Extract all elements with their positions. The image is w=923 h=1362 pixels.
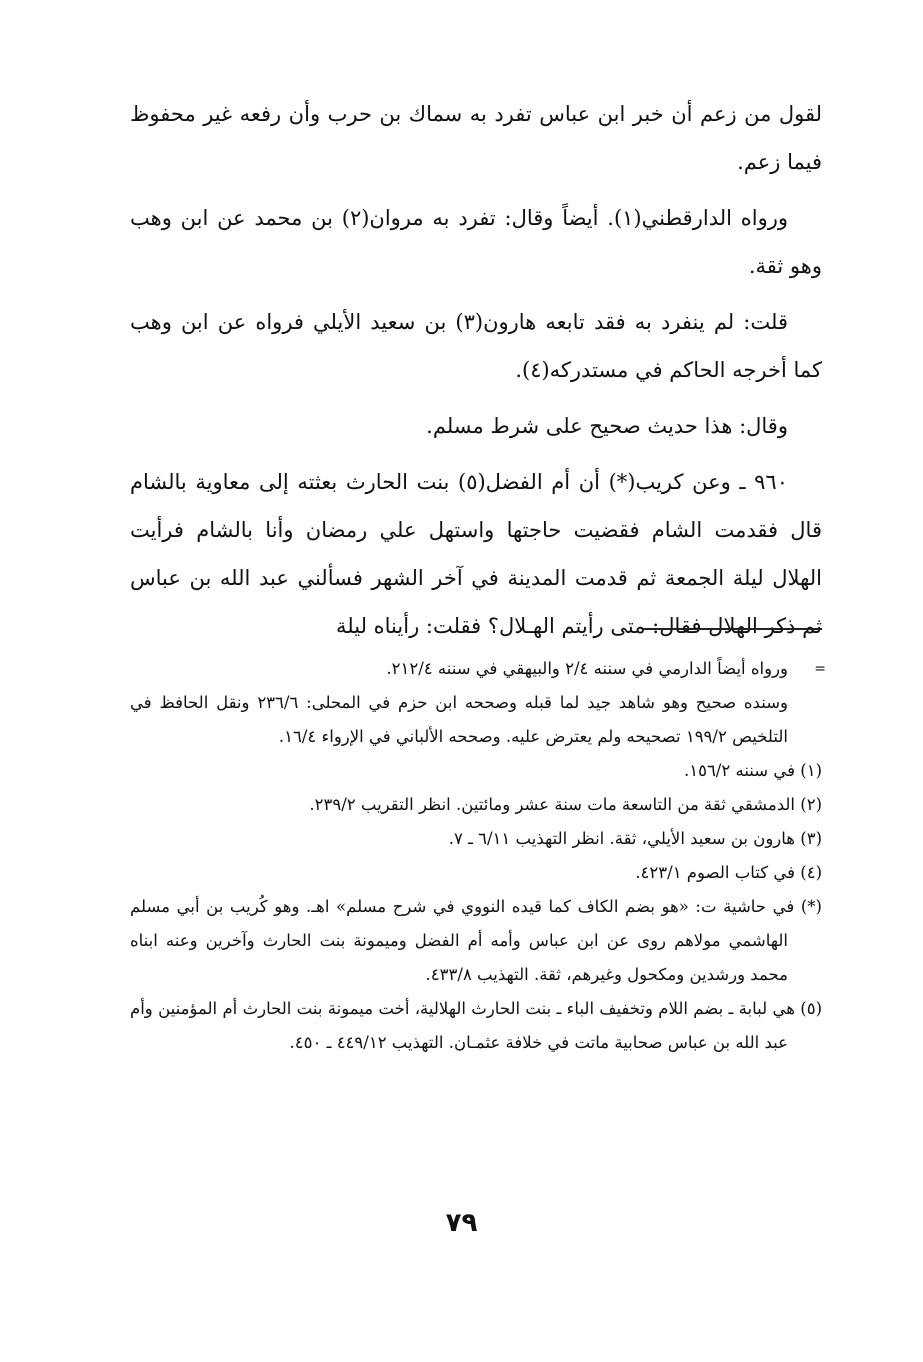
footnote-4: (٤) في كتاب الصوم ٤٢٣/١. (635, 863, 822, 882)
footnote-5: (٥) هي لبابة ـ بضم اللام وتخفيف الباء ـ بنت الحارث الهلالية، أخت ميمونة بنت الحارث أم المؤمنين وأم عبد الله بن عباس صحابية ماتت في خلافة عثمـان. التهذيب ٤٤٩/١٢ ـ ٤٥٠. (130, 999, 822, 1052)
page-number: ٧٩ (445, 1208, 478, 1238)
footnote-star: (*) في حاشية ت: «هو بضم الكاف كما قيده النووي في شرح مسلم» اهـ. وهو كُريب بن أبي مسلم الهاشمي مولاهم روى عن ابن عباس وأمه أم الفضل وميمونة بنت الحارث وآخرين وعنه ابناه محمد ورشدين ومكحول وغيرهم، ثقة. التهذيب ٤٣٣/٨. (130, 897, 822, 984)
paragraph-hadith-960: ٩٦٠ ـ وعن كريب(*) أن أم الفضل(٥) بنت الحارث بعثته إلى معاوية بالشام قال فقدمت الشام فقضيت حاجتها واستهل علي رمضان وأنا بالشام فرأيت الهلال ليلة الجمعة ثم قدمت المدينة في آخر الشهر فسألني عبد الله بن عباس ثم ذكر الهلال فقال: متى رأيتم الهـلال؟ فقلت: رأيناه ليلة (130, 470, 822, 638)
paragraph-3: قلت: لم ينفرد به فقد تابعه هارون(٣) بن سعيد الأيلي فرواه عن ابن وهب كما أخرجه الحاكم في مستدركه(٤). (130, 310, 822, 382)
footnote-2: (٢) الدمشقي ثقة من التاسعة مات سنة عشر ومائتين. انظر التقريب ٢٣٩/٢. (309, 795, 822, 814)
footnote-continued: = ورواه أيضاً الدارمي في سننه ٢/٤ والبيهقي في سننه ٢١٢/٤. (130, 652, 822, 686)
paragraph-1: لقول من زعم أن خبر ابن عباس تفرد به سماك بن حرب وأن رفعه غير محفوظ فيما زعم. (130, 102, 822, 174)
paragraph-2: ورواه الدارقطني(١). أيضاً وقال: تفرد به مروان(٢) بن محمد عن ابن وهب وهو ثقة. (130, 206, 822, 278)
paragraph-4: وقال: هذا حديث صحيح على شرط مسلم. (426, 414, 788, 438)
footnote-separator (643, 628, 822, 630)
main-text (130, 90, 822, 650)
footnote-continued-2: وسنده صحيح وهو شاهد جيد لما قبله وصححه ابن حزم في المحلى: ٢٣٦/٦ ونقل الحافظ في التلخيص ١٩٩/٢ تصحيحه ولم يعترض عليه. وصححه الألباني في الإرواء ١٦/٤. (130, 693, 788, 746)
footnotes (130, 652, 822, 1060)
footnote-3: (٣) هارون بن سعيد الأيلي، ثقة. انظر التهذيب ٦/١١ ـ ٧. (448, 829, 822, 848)
footnote-1: (١) في سننه ١٥٦/٢. (683, 761, 822, 780)
